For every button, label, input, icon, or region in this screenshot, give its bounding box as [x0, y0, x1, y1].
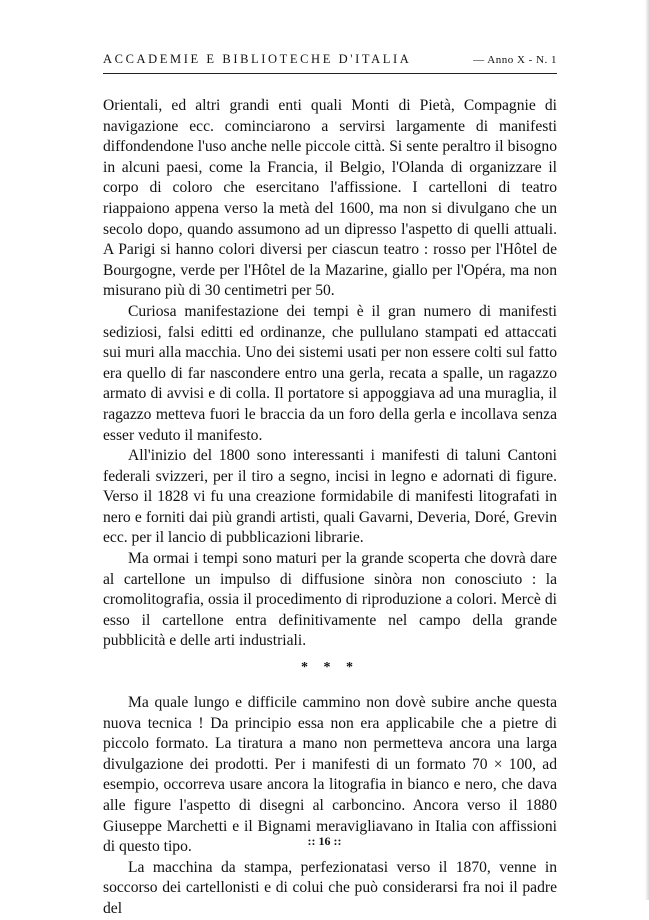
running-header — [103, 52, 557, 67]
paragraph: Curiosa manifestazione dei tempi è il gran numero di manifesti sediziosi, falsi editti ed ordinanze, che pullulano stampati ed attaccati sui muri alla macchia. Uno dei sistemi usati per non essere colti sul fatto era quello di far nascondere entro una gerla, recata a spalle, un ragazzo armato di avvisi e di colla. Il portatore si appoggiava ad una muraglia, il ragazzo metteva fuori le braccia da un foro della gerla e incollava senza esser veduto il manifesto. — [103, 302, 557, 444]
paragraph: All'inizio del 1800 sono interessanti i manifesti di taluni Cantoni federali svizzeri, per il tiro a segno, incisi in legno e adornati di figure. Verso il 1828 vi fu una creazione formidabile di manifesti litografati in nero e forniti dai più grandi artisti, quali Gavarni, Deveria, Doré, Grevin ecc. per il lancio di pubblicazioni librarie. — [103, 447, 557, 547]
paragraph: La macchina da stampa, perfezionatasi verso il 1870, venne in soccorso dei cartellonisti e di colui che può considerarsi fra noi il padre del — [103, 858, 557, 917]
paragraph: Orientali, ed altri grandi enti quali Monti di Pietà, Compagnie di navigazione ecc. cominciarono a servirsi largamente di manifesti diffondendone l'uso anche nelle piccole città. Si sente peraltro il bisogno in alcuni paesi, come la Francia, il Belgio, l'Olanda di organizzare il corpo di coloro che esercitano l'affissione. I cartelloni di teatro riappaiono appena verso la metà del 1600, ma non si divulgano che un secolo dopo, quando assumono ad un dipresso l'aspetto di quelli attuali. A Parigi si hanno colori diversi per ciascun teatro : rosso per l'Hôtel de Bourgogne, verde per l'Hôtel de la Mazarine, giallo per l'Opéra, ma non misurano più di 30 centimetri per 50. — [103, 97, 557, 300]
page-number: :: 16 :: — [307, 834, 342, 848]
body-text — [103, 96, 557, 920]
running-title: ACCADEMIE E BIBLIOTECHE D'ITALIA — [103, 52, 412, 66]
header-rule — [103, 73, 557, 74]
paragraph: Ma ormai i tempi sono maturi per la grande scoperta che dovrà dare al cartellone un impulso di diffusione sinòra non conosciuto : la cromolitografia, ossia il procedimento di riproduzione a colori. Mercè di esso il cartellone entra definitivamente nel campo della grande pubblicità e delle arti industriali. — [103, 550, 557, 650]
section-separator: * * * — [301, 660, 359, 676]
paragraph: Ma quale lungo e difficile cammino non dovè subire anche questa nuova tecnica ! Da principio essa non era applicabile che a pietre di piccolo formato. La tiratura a mano non permetteva ancora una larga divulgazione dei prodotti. Per i manifesti di un formato 70 × 100, ad esempio, occorreva usare ancora la litografia in bianco e nero, che dava alle figure l'aspetto di disegni al carboncino. Ancora verso il 1880 Giuseppe Marchetti e il Bignami meravigliavano in Italia con affissioni di questo tipo. — [103, 694, 557, 856]
page-edge-shadow — [645, 0, 649, 900]
issue-label: — Anno X - N. 1 — [473, 54, 557, 66]
